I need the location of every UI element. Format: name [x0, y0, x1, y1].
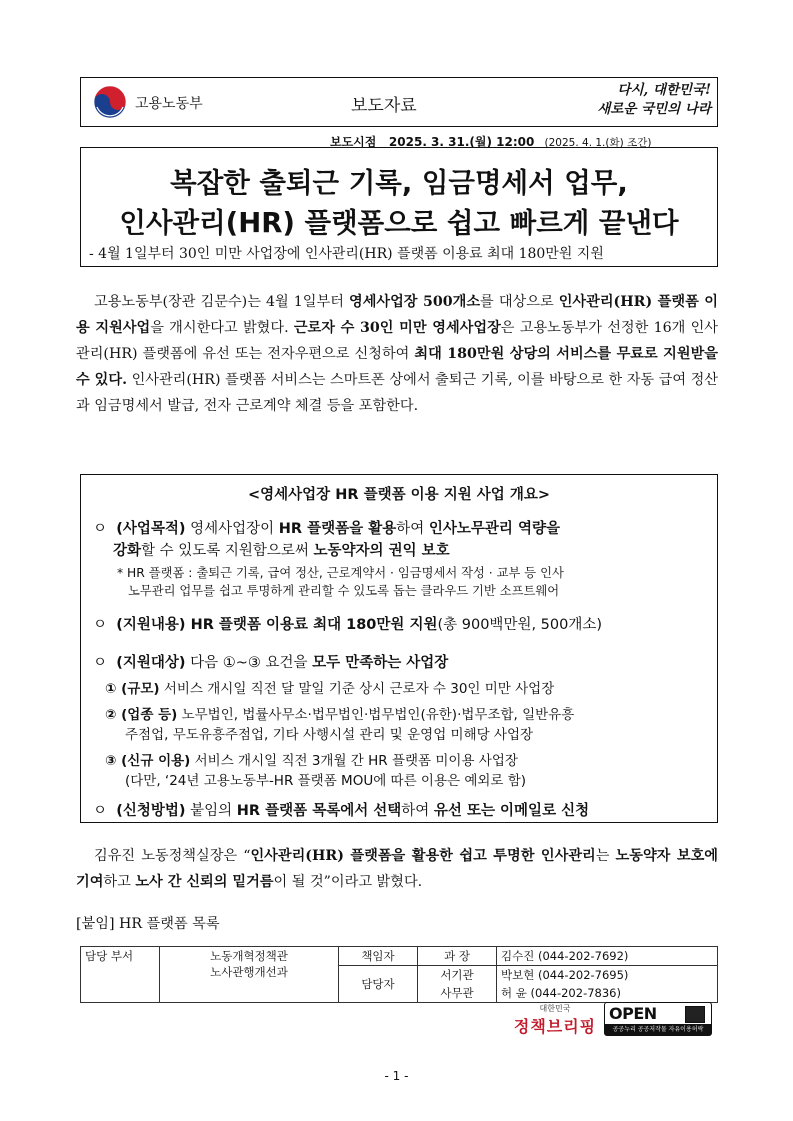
embargo-label: 보도시점	[330, 135, 377, 149]
apply-label: (신청방법)	[116, 803, 186, 819]
dept-line1: 노동개혁정책관	[210, 949, 288, 963]
taegeuk-logo-icon	[93, 85, 127, 119]
target-bold1: 모두 만족하는 사업장	[312, 655, 449, 671]
open-license-logo	[604, 1002, 712, 1036]
doc-type-label: 보도자료	[351, 96, 417, 116]
criterion-3-cont: (다만, ‘24년 고용노동부-HR 플랫폼 MOU에 따른 이용은 예외로 함)	[125, 773, 527, 789]
p1-text4: 은 고용노동부가 선정한 16개 인사관리(HR) 플랫폼에 유선 또는 전자우편으로 신청하여	[76, 320, 719, 362]
title-line2: 인사관리(HR) 플랫폼으로 쉽고 빠르게 끝낸다	[119, 207, 679, 239]
bullet: ㅇ	[93, 803, 108, 819]
p2-text1: 김유진 노동정책실장은 “	[94, 848, 251, 864]
p2-bold1: 인사관리(HR) 플랫폼을 활용한 쉽고 투명한 인사관리	[250, 848, 596, 864]
criterion-2	[105, 703, 574, 723]
embargo-print: (2025. 4. 1.(화) 조간)	[544, 137, 652, 149]
note-line2: 노무관리 업무를 쉽고 투명하게 관리할 수 있도록 돕는 클라우드 기반 소프트웨어	[128, 584, 560, 598]
purpose-row	[93, 517, 560, 538]
p1-text1: 고용노동부(장관 김문수)는 4월 1일부터	[94, 294, 349, 310]
slogan-line1: 다시, 대한민국!	[617, 82, 711, 98]
staff2-name-cell: 허 윤 (044-202-7836)	[497, 984, 718, 1003]
bullet: ㅇ	[93, 617, 108, 633]
purpose-bold1: HR 플랫폼을 활용	[278, 521, 397, 537]
apply-text2: 하여	[401, 803, 434, 819]
summary-title: <영세사업장 HR 플랫폼 이용 지원 사업 개요>	[248, 487, 550, 503]
resp-title-cell: 과 장	[418, 947, 497, 966]
criterion-3-label: ③ (신규 이용)	[105, 753, 191, 769]
p1-text3: 을 개시한다고 밝혔다.	[150, 320, 294, 336]
dept-line2: 노사관행개선과	[210, 965, 288, 979]
staff1-title-cell: 서기관	[418, 966, 497, 985]
apply-bold1: HR 플랫폼 목록에서 선택	[236, 803, 402, 819]
content-row	[93, 613, 602, 634]
p2-text4: 이 될 것”이라고 밝혔다.	[273, 874, 423, 890]
p1-text2: 를 대상으로	[480, 294, 559, 310]
intro-paragraph	[76, 289, 718, 419]
criterion-3-text: 서비스 개시일 직전 3개월 간 HR 플랫폼 미이용 사업장	[190, 753, 518, 769]
purpose-text2: 하여	[396, 521, 429, 537]
summary-box	[80, 474, 718, 823]
target-row	[93, 651, 448, 672]
p2-bold2: 노동약자 보호에 기여	[76, 848, 718, 890]
resp-name-cell: 김수진 (044-202-7692)	[497, 947, 718, 966]
criterion-2-text: 노무법인, 법률사무소·법무법인·법무법인(유한)·법무조합, 일반유흥	[177, 707, 575, 723]
purpose-bold3: 강화	[113, 543, 142, 559]
bullet: ㅇ	[93, 655, 108, 671]
license-badge-icon	[685, 1006, 705, 1023]
purpose-text3: 할 수 있도록 지원함으로써	[141, 543, 314, 559]
criterion-1-label: ① (규모)	[105, 681, 160, 697]
content-text: (총 900백만원, 500개소)	[437, 617, 603, 633]
purpose-bold2: 인사노무관리 역량을	[428, 521, 560, 537]
open-text: OPEN	[609, 1004, 657, 1023]
criterion-2-label: ② (업종 등)	[105, 707, 178, 723]
criterion-1	[105, 677, 554, 697]
content-label: (지원내용)	[116, 617, 186, 633]
policy-small: 대한민국	[539, 1004, 571, 1013]
header-box	[80, 77, 718, 127]
criterion-1-text: 서비스 개시일 직전 달 말일 기준 상시 근로자 수 30인 미만 사업장	[159, 681, 555, 697]
slogan	[551, 81, 711, 119]
title-line1: 복잡한 출퇴근 기록, 임금명세서 업무,	[170, 167, 628, 199]
p1-bold1: 영세사업장 500개소	[348, 294, 481, 310]
ministry-name: 고용노동부	[135, 96, 203, 112]
subtitle: - 4월 1일부터 30인 미만 사업장에 인사관리(HR) 플랫폼 이용료 최대 180만원 지원	[89, 246, 604, 262]
target-text1: 다음 ①~③ 요건을	[185, 655, 313, 671]
quote-paragraph	[76, 843, 718, 895]
title-box	[80, 147, 718, 267]
apply-bold2: 유선 또는 이메일로 신청	[433, 803, 590, 819]
purpose-bold4: 노동약자의 권익 보호	[313, 543, 450, 559]
policy-briefing-logo	[510, 1003, 600, 1037]
p2-text2: 는	[595, 848, 616, 864]
p1-bold4: 최대 180만원 상당의 서비스를 무료로 지원받을 수 있다.	[76, 346, 718, 388]
purpose-label: (사업목적)	[116, 521, 186, 537]
policy-name: 정책브리핑	[513, 1017, 597, 1036]
p2-text3: 하고	[103, 874, 136, 890]
attachment-note: [붙임] HR 플랫폼 목록	[76, 916, 220, 932]
staff1-name-cell: 박보현 (044-202-7695)	[497, 966, 718, 985]
purpose-text1: 영세사업장이	[185, 521, 279, 537]
contact-table	[80, 946, 718, 1003]
p2-bold3: 노사 간 신뢰의 밑거름	[135, 874, 274, 890]
embargo-datetime: 2025. 3. 31.(월) 12:00	[388, 135, 535, 149]
content-bold: HR 플랫폼 이용료 최대 180만원 지원	[185, 617, 438, 633]
staff2-title-cell: 사무관	[418, 984, 497, 1003]
apply-text1: 붙임의	[185, 803, 237, 819]
dept-cell	[160, 947, 339, 1003]
purpose-row2	[113, 539, 450, 560]
slogan-line2: 새로운 국민의 나라	[597, 101, 711, 117]
p1-bold2: 인사관리(HR) 플랫폼 이용 지원사업	[76, 294, 718, 336]
resp-label-cell: 책임자	[339, 947, 418, 966]
page-number: - 1 -	[384, 1069, 409, 1083]
target-label: (지원대상)	[116, 655, 186, 671]
note-line1: * HR 플랫폼 : 출퇴근 기록, 급여 정산, 근로계약서 · 임금명세서 작성 · 교부 등 인사	[117, 566, 564, 580]
staff-label-cell: 담당자	[339, 966, 418, 1003]
bullet: ㅇ	[93, 521, 108, 537]
open-sub: 공공누리 공공저작물 자유이용허락	[605, 1024, 711, 1035]
p1-text5: 인사관리(HR) 플랫폼 서비스는 스마트폰 상에서 출퇴근 기록, 이를 바탕으로 한 자동 급여 정산과 임금명세서 발급, 전자 근로계약 체결 등을 포함한다.	[76, 372, 718, 414]
apply-row	[93, 799, 589, 820]
criterion-2-cont: 주점업, 무도유흥주점업, 기타 사행시설 관리 및 운영업 미해당 사업장	[125, 727, 534, 743]
dept-label-cell: 담당 부서	[81, 947, 160, 1003]
p1-bold3: 근로자 수 30인 미만 영세사업장	[293, 320, 501, 336]
criterion-3	[105, 749, 518, 769]
